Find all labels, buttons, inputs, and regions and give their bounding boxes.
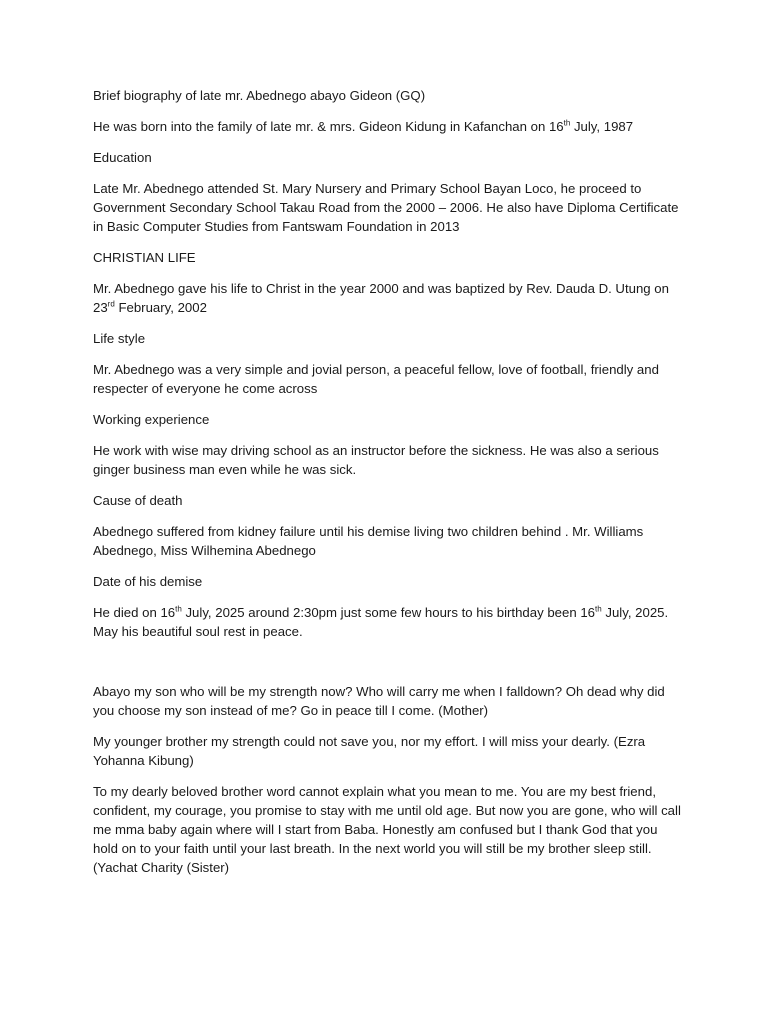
christian-text: Mr. Abednego gave his life to Christ in the year 2000 and was baptized by Rev. Dauda D. Utung on 23	[93, 281, 669, 315]
demise-text-2: July, 2025 around 2:30pm just some few hours to his birthday been 16	[181, 605, 596, 620]
tribute-sister: To my dearly beloved brother word cannot explain what you mean to me. You are my best friend, confident, my courage, you promise to stay with me until old age. But now you are gone, who will call me mma baby again where will I start from Baba. Honestly am confused but I thank God that you hold on to your faith until your last breath. In the next world you will still be my brother sleep still. (Yachat Charity (Sister)	[93, 784, 681, 875]
blank-spacer	[93, 653, 683, 682]
christian-life-heading: CHRISTIAN LIFE	[93, 250, 196, 265]
cause-paragraph: Abednego suffered from kidney failure until his demise living two children behind . Mr. Williams Abednego, Miss Wilhemina Abednego	[93, 524, 644, 558]
education-heading: Education	[93, 150, 152, 165]
demise-ordinal-2: th	[595, 604, 602, 614]
tribute-mother: Abayo my son who will be my strength now? Who will carry me when I falldown? Oh dead why did you choose my son instead of me? Go in peace till I come. (Mother)	[93, 684, 665, 718]
cause-heading: Cause of death	[93, 493, 183, 508]
work-heading: Working experience	[93, 412, 210, 427]
demise-heading: Date of his demise	[93, 574, 203, 589]
christian-ordinal: rd	[107, 299, 115, 309]
education-paragraph: Late Mr. Abednego attended St. Mary Nursery and Primary School Bayan Loco, he proceed to Government Secondary School Takau Road from the 2000 – 2006. He also have Diploma Certificate in Basic Computer Studies from Fantswam Foundation in 2013	[93, 181, 679, 234]
lifestyle-heading: Life style	[93, 331, 146, 346]
demise-ordinal-1: th	[175, 604, 182, 614]
christian-text-end: February, 2002	[114, 300, 207, 315]
birth-ordinal: th	[563, 118, 571, 128]
work-paragraph: He work with wise may driving school as an instructor before the sickness. He was also a serious ginger business man even while he was sick.	[93, 443, 659, 477]
document-page	[93, 86, 683, 889]
demise-text-1: He died on 16	[93, 605, 176, 620]
demise-text-3: July, 2025. May his beautiful soul rest in peace.	[93, 605, 669, 639]
birth-paragraph	[93, 117, 683, 136]
tribute-brother: My younger brother my strength could not save you, nor my effort. I will miss your dearly. (Ezra Yohanna Kibung)	[93, 734, 646, 768]
christian-life-paragraph	[93, 279, 683, 317]
document-title: Brief biography of late mr. Abednego abayo Gideon (GQ)	[93, 88, 426, 103]
demise-paragraph	[93, 603, 683, 641]
birth-text-end: July, 1987	[570, 119, 634, 134]
lifestyle-paragraph: Mr. Abednego was a very simple and jovial person, a peaceful fellow, love of football, friendly and respecter of everyone he come across	[93, 362, 659, 396]
birth-text: He was born into the family of late mr. & mrs. Gideon Kidung in Kafanchan on 16	[93, 119, 564, 134]
